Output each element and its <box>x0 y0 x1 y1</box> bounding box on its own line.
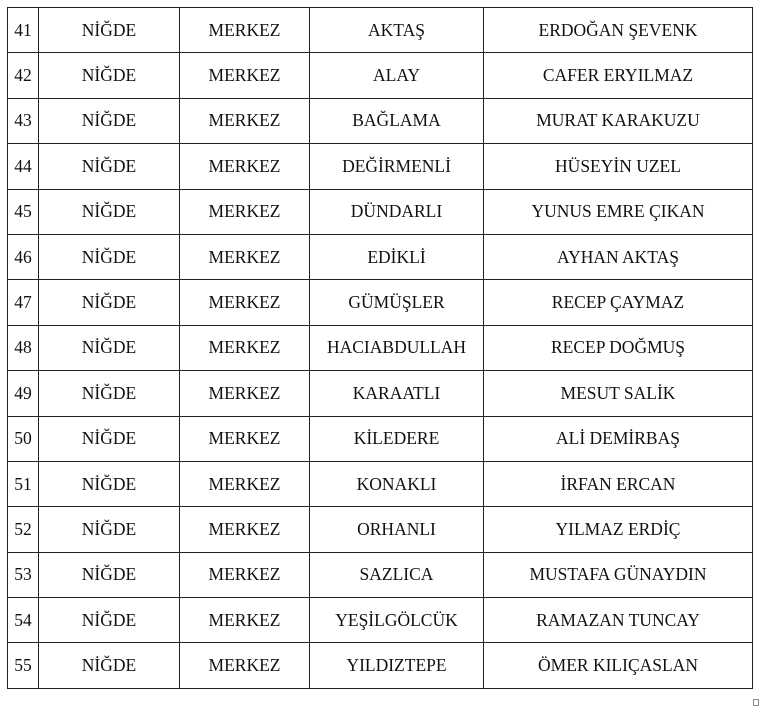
district-cell: MERKEZ <box>180 461 310 506</box>
row-number-cell: 42 <box>8 53 39 98</box>
table-row <box>8 507 753 552</box>
person-name-cell: ALİ DEMİRBAŞ <box>484 416 753 461</box>
village-cell: YEŞİLGÖLCÜK <box>310 598 484 643</box>
village-cell: BAĞLAMA <box>310 98 484 143</box>
district-cell: MERKEZ <box>180 8 310 53</box>
person-name-cell: CAFER ERYILMAZ <box>484 53 753 98</box>
table-row <box>8 598 753 643</box>
person-name-cell: YUNUS EMRE ÇIKAN <box>484 189 753 234</box>
table-row <box>8 98 753 143</box>
district-cell: MERKEZ <box>180 598 310 643</box>
province-cell: NİĞDE <box>39 325 180 370</box>
row-number-cell: 49 <box>8 371 39 416</box>
district-cell: MERKEZ <box>180 280 310 325</box>
row-number-cell: 51 <box>8 461 39 506</box>
table-row <box>8 189 753 234</box>
province-cell: NİĞDE <box>39 507 180 552</box>
row-number-cell: 45 <box>8 189 39 234</box>
district-cell: MERKEZ <box>180 144 310 189</box>
province-cell: NİĞDE <box>39 98 180 143</box>
person-name-cell: ERDOĞAN ŞEVENK <box>484 8 753 53</box>
person-name-cell: YILMAZ ERDİÇ <box>484 507 753 552</box>
row-number-cell: 48 <box>8 325 39 370</box>
table-row <box>8 234 753 279</box>
row-number-cell: 52 <box>8 507 39 552</box>
person-name-cell: MESUT SALİK <box>484 371 753 416</box>
province-cell: NİĞDE <box>39 598 180 643</box>
province-cell: NİĞDE <box>39 8 180 53</box>
district-cell: MERKEZ <box>180 325 310 370</box>
row-number-cell: 54 <box>8 598 39 643</box>
province-cell: NİĞDE <box>39 189 180 234</box>
person-name-cell: RAMAZAN TUNCAY <box>484 598 753 643</box>
village-cell: AKTAŞ <box>310 8 484 53</box>
row-number-cell: 46 <box>8 234 39 279</box>
village-cell: ALAY <box>310 53 484 98</box>
paragraph-end-marker <box>753 699 759 706</box>
table-row <box>8 8 753 53</box>
person-name-cell: RECEP DOĞMUŞ <box>484 325 753 370</box>
province-cell: NİĞDE <box>39 144 180 189</box>
province-cell: NİĞDE <box>39 643 180 688</box>
village-cell: GÜMÜŞLER <box>310 280 484 325</box>
row-number-cell: 55 <box>8 643 39 688</box>
district-cell: MERKEZ <box>180 416 310 461</box>
table-row <box>8 144 753 189</box>
province-cell: NİĞDE <box>39 552 180 597</box>
person-name-cell: MURAT KARAKUZU <box>484 98 753 143</box>
province-cell: NİĞDE <box>39 53 180 98</box>
district-cell: MERKEZ <box>180 552 310 597</box>
table-row <box>8 643 753 688</box>
village-cell: DÜNDARLI <box>310 189 484 234</box>
village-cell: KONAKLI <box>310 461 484 506</box>
district-cell: MERKEZ <box>180 234 310 279</box>
village-cell: SAZLICA <box>310 552 484 597</box>
table-row <box>8 416 753 461</box>
row-number-cell: 44 <box>8 144 39 189</box>
row-number-cell: 53 <box>8 552 39 597</box>
row-number-cell: 47 <box>8 280 39 325</box>
province-cell: NİĞDE <box>39 371 180 416</box>
table-row <box>8 325 753 370</box>
row-number-cell: 50 <box>8 416 39 461</box>
table-body <box>8 8 753 689</box>
table-row <box>8 53 753 98</box>
table-row <box>8 461 753 506</box>
village-cell: YILDIZTEPE <box>310 643 484 688</box>
village-cell: EDİKLİ <box>310 234 484 279</box>
person-name-cell: MUSTAFA GÜNAYDIN <box>484 552 753 597</box>
province-cell: NİĞDE <box>39 461 180 506</box>
village-cell: ORHANLI <box>310 507 484 552</box>
village-cell: HACIABDULLAH <box>310 325 484 370</box>
province-cell: NİĞDE <box>39 280 180 325</box>
district-cell: MERKEZ <box>180 189 310 234</box>
province-cell: NİĞDE <box>39 416 180 461</box>
person-name-cell: RECEP ÇAYMAZ <box>484 280 753 325</box>
person-name-cell: HÜSEYİN UZEL <box>484 144 753 189</box>
district-cell: MERKEZ <box>180 371 310 416</box>
district-cell: MERKEZ <box>180 643 310 688</box>
table-row <box>8 280 753 325</box>
table-row <box>8 371 753 416</box>
village-headman-table <box>7 7 753 689</box>
person-name-cell: ÖMER KILIÇASLAN <box>484 643 753 688</box>
person-name-cell: AYHAN AKTAŞ <box>484 234 753 279</box>
person-name-cell: İRFAN ERCAN <box>484 461 753 506</box>
province-cell: NİĞDE <box>39 234 180 279</box>
row-number-cell: 41 <box>8 8 39 53</box>
village-cell: KARAATLI <box>310 371 484 416</box>
row-number-cell: 43 <box>8 98 39 143</box>
table-row <box>8 552 753 597</box>
village-cell: DEĞİRMENLİ <box>310 144 484 189</box>
district-cell: MERKEZ <box>180 507 310 552</box>
village-cell: KİLEDERE <box>310 416 484 461</box>
district-cell: MERKEZ <box>180 53 310 98</box>
district-cell: MERKEZ <box>180 98 310 143</box>
